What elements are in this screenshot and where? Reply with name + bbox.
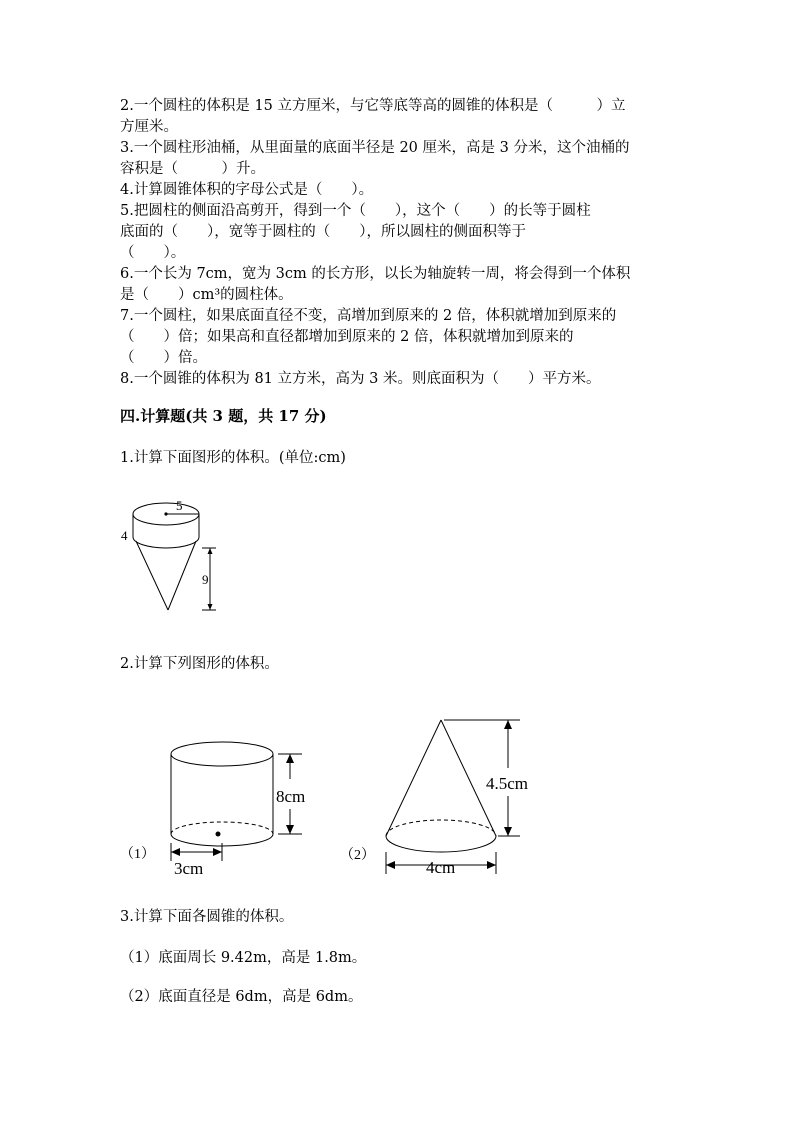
cylinder-figure bbox=[120, 735, 320, 880]
section-heading: 四.计算题(共 3 题，共 17 分) bbox=[120, 407, 327, 425]
question-line: 5.把圆柱的侧面沿高剪开，得到一个（ ），这个（ ）的长等于圆柱 bbox=[120, 203, 591, 219]
arrow-down-icon bbox=[286, 825, 294, 834]
cylinder-bottom-arc bbox=[133, 537, 199, 548]
question-line: 底面的（ ），宽等于圆柱的（ ），所以圆柱的侧面积等于 bbox=[120, 224, 526, 240]
height-label: 4.5cm bbox=[486, 774, 529, 793]
arrow-down-icon bbox=[208, 604, 213, 610]
base-back-arc bbox=[386, 820, 496, 836]
question-line: 2.一个圆柱的体积是 15 立方厘米，与它等底等高的圆锥的体积是（ ）立 bbox=[120, 98, 626, 114]
question-line: 4.计算圆锥体积的字母公式是（ ）。 bbox=[120, 182, 374, 198]
question-line: （ ）倍；如果高和直径都增加到原来的 2 倍，体积就增加到原来的 bbox=[120, 329, 574, 345]
radius-label: 5 bbox=[176, 498, 183, 513]
arrow-right-icon bbox=[487, 861, 496, 869]
calc-question-1: 1.计算下面图形的体积。(单位:cm) bbox=[120, 450, 346, 466]
arrow-up-icon bbox=[504, 720, 512, 729]
top-ellipse bbox=[171, 742, 273, 766]
question-line: （ ）倍。 bbox=[120, 350, 207, 366]
arrow-right-icon bbox=[213, 848, 222, 856]
calc-item-2: （2）底面直径是 6dm，高是 6dm。 bbox=[120, 989, 363, 1005]
question-line: （ ）。 bbox=[120, 245, 186, 261]
center-dot bbox=[216, 832, 221, 837]
cone-left-side bbox=[386, 720, 441, 836]
arrow-up-icon bbox=[208, 548, 213, 554]
bottom-back-arc bbox=[171, 822, 273, 834]
cylinder-cone-figure bbox=[116, 492, 226, 616]
arrow-left-icon bbox=[386, 861, 395, 869]
question-line: 是（ ）cm³的圆柱体。 bbox=[120, 287, 293, 303]
center-dot bbox=[164, 512, 167, 515]
cone-right-side bbox=[168, 541, 196, 610]
figure-tag: （2） bbox=[340, 848, 375, 863]
question-line: 3.一个圆柱形油桶，从里面量的底面半径是 20 厘米，高是 3 分米，这个油桶的 bbox=[120, 140, 630, 156]
arrow-up-icon bbox=[286, 754, 294, 763]
diameter-label: 4cm bbox=[426, 858, 456, 877]
calc-question-3: 3.计算下面各圆锥的体积。 bbox=[120, 909, 294, 925]
cone-figure bbox=[340, 712, 550, 882]
calc-question-2: 2.计算下列图形的体积。 bbox=[120, 656, 279, 672]
question-line: 容积是（ ）升。 bbox=[120, 161, 265, 177]
question-line: 6.一个长为 7cm，宽为 3cm 的长方形，以长为轴旋转一周，将会得到一个体积 bbox=[120, 266, 631, 282]
calc-item-1: （1）底面周长 9.42m，高是 1.8m。 bbox=[120, 950, 367, 966]
base-front-arc bbox=[386, 836, 496, 852]
arrow-left-icon bbox=[171, 848, 180, 856]
figure-tag: （1） bbox=[120, 847, 155, 862]
question-line: 7.一个圆柱，如果底面直径不变，高增加到原来的 2 倍，体积就增加到原来的 bbox=[120, 308, 617, 324]
cylinder-height-label: 4 bbox=[121, 528, 128, 543]
question-line: 8.一个圆锥的体积为 81 立方米，高为 3 米。则底面积为（ ）平方米。 bbox=[120, 371, 601, 387]
question-line: 方厘米。 bbox=[120, 119, 178, 135]
cone-height-label: 9 bbox=[202, 572, 209, 587]
radius-label: 3cm bbox=[174, 859, 204, 878]
cone-left-side bbox=[136, 541, 168, 610]
height-label: 8cm bbox=[276, 787, 306, 806]
arrow-down-icon bbox=[504, 827, 512, 836]
